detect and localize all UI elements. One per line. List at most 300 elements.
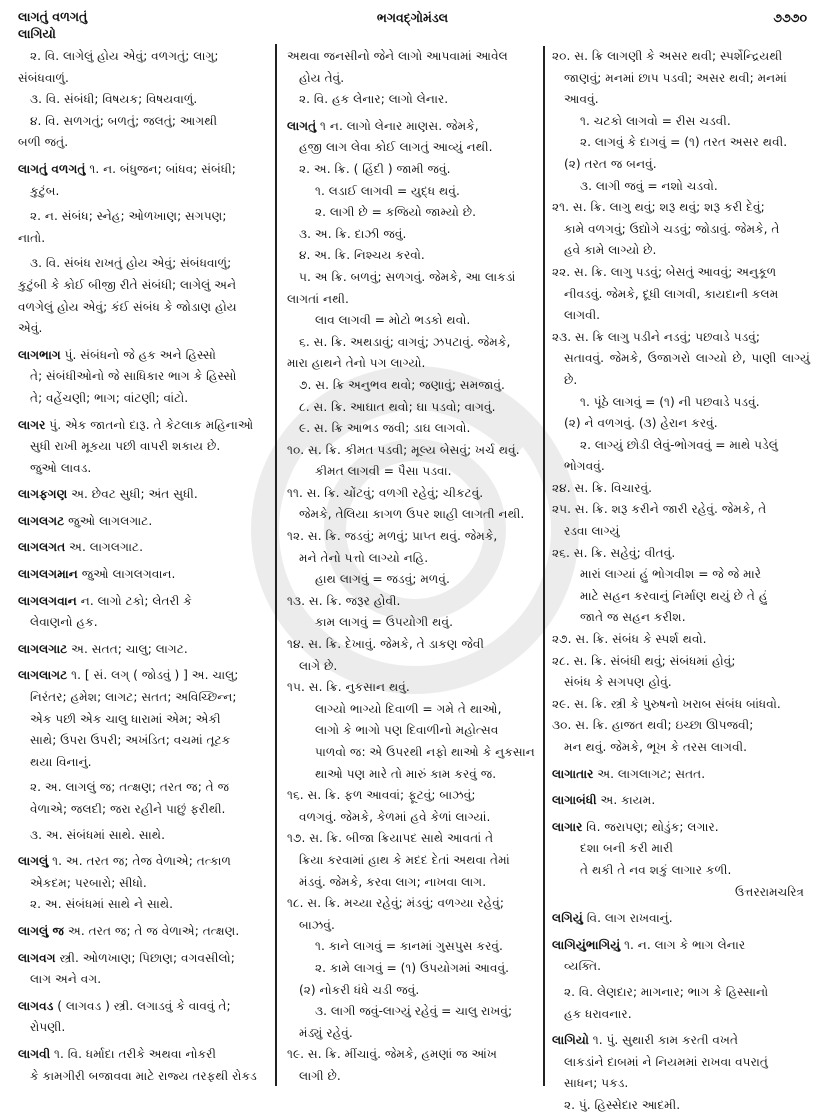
definition-text: ૩. લાગી જવું-લાગ્યું રહેવું = ચાલુ રાખવું; [315, 1004, 513, 1019]
entry-line [287, 202, 537, 224]
guide-word-last: લાગિયો [18, 26, 56, 41]
entry-line [287, 245, 537, 267]
headword: લાગલગાટ [18, 641, 68, 656]
entry-line [287, 850, 537, 872]
entry-line [552, 499, 810, 521]
entry-line [18, 89, 270, 111]
entry-line [287, 504, 537, 526]
entry-line [287, 915, 537, 937]
definition-text: ૨. વિ. હક લેનાર; લાગો લેનાર. [299, 92, 449, 107]
dictionary-entry [552, 764, 810, 786]
headword: લાગિયો [552, 1033, 589, 1048]
entry-line [287, 397, 537, 419]
definition-text: ૧. લડાઈ લાગવી = યુદ્ધ થવું. [315, 183, 460, 198]
definition-text: સાધન; પકડ. [564, 1076, 629, 1091]
entry-line [552, 68, 810, 90]
dictionary-entry [18, 921, 270, 943]
entry-line [18, 873, 270, 895]
definition-text: સ્ત્રી. ઓળખાણ; પિછાણ; વગવસીલો; [55, 950, 235, 965]
entry-line [18, 709, 270, 731]
definition-text: લાગ્યો ભાગ્યો દિવાળી = ગમે તે થાઓ, [315, 701, 502, 716]
column-divider [275, 44, 277, 1086]
definition-text: ૧. અ. તરત જ; તેજ વેળાએ; તત્કાળ [48, 854, 232, 869]
definition-text: હક ધરાવનાર. [564, 1006, 632, 1021]
entry-line [552, 111, 810, 133]
guide-word-first: લાગતું વળગતું [18, 9, 88, 24]
page-title: ભગવદ્ગોમંડલ [376, 10, 449, 25]
definition-text: મારા હાથને તેનો પગ લાગ્યો. [287, 356, 426, 371]
entry-line [287, 677, 537, 699]
entry-line [18, 1017, 270, 1039]
definition-text: બળી જતું. [18, 135, 69, 150]
entry-line [287, 1001, 537, 1023]
headword: લાગલગટ [18, 513, 65, 528]
definition-text: ૨. લાગી છે = કજિયો જામ્યો છે. [315, 205, 477, 220]
definition-text: જેમકે, તેલિયા કાગળ ઉપર શાહી લાગતી નથી. [299, 507, 525, 522]
definition-text: ૧. ન. બંધુજન; બાંધવ; સંબંધી; [85, 161, 236, 176]
entry-line [552, 240, 810, 262]
entry-line [287, 742, 537, 764]
definition-text: મંડ્યું રહેવું. [299, 1025, 353, 1040]
definition-text: લેવાણનો હક. [30, 615, 98, 630]
entry-line [287, 68, 537, 90]
definition-text: ૩. લાગી જવું = નશો ચડવો. [580, 178, 718, 193]
entry-line [18, 436, 270, 458]
definition-text: વેળાએ; જલદી; જરા રહીને પાછું ફરીથી. [30, 802, 226, 816]
definition-text: સંબંધવાળું. [18, 70, 69, 85]
entry-line [287, 375, 537, 397]
headword: લાગલગવાન [18, 593, 77, 608]
entry-line [287, 612, 537, 634]
entry-line [18, 969, 270, 991]
entry-line [18, 752, 270, 774]
entry-line [18, 894, 270, 916]
definition-text: કે કામગીરી બજાવવા માટે રાજ્ય તરફથી રોકડ [30, 1068, 257, 1083]
definition-text: ૨૬. સ. ક્રિ. સહેવું; વીતવું. [552, 545, 676, 560]
entry-line [287, 89, 537, 111]
entry-line [552, 46, 810, 68]
definition-text: ૪. અ. ક્રિ. નિશ્ચય કરવો. [299, 248, 425, 263]
definition-text: ૧. પું. સુથારી કામ કરતી વખતે [588, 1033, 739, 1048]
definition-text: ઉત્તરરામચરિત્ર [734, 884, 804, 899]
definition-text: લાગો કે ભાગો પણ દિવાળીનો મહોત્સવ [315, 723, 499, 738]
entry-line [552, 672, 810, 694]
definition-text: ૧. કાને લાગવું = કાનમાં ગુસપુસ કરવું. [315, 939, 503, 954]
entry-line [287, 569, 537, 591]
entry-line [552, 348, 810, 391]
definition-text: ૧. ન. લાગ કે ભાગ લેનાર [620, 937, 746, 952]
entry-line [552, 882, 810, 904]
entry-line [552, 435, 810, 457]
headword: લાગવડ [18, 998, 54, 1013]
entry-line [18, 799, 270, 821]
entry-line [287, 828, 537, 850]
headword: લાગવગ [18, 950, 56, 965]
definition-text: ૨. અ. ક્રિ. ( હિંદી ) જામી જવું. [299, 161, 451, 176]
definition-text: ૧. [ સં. લગ્ ( જોડવું ) ] અ. ચાલુ; [67, 668, 239, 683]
definition-text: ૨. અ. લાગલું જ; તત્ક્ષણ; તરત જ; તે જ [30, 780, 230, 795]
definition-text: ૨૮. સ. ક્રિ. સંબંધી થવું; સંબંધમાં હોવું; [552, 653, 736, 668]
entry-line [287, 699, 537, 721]
entry-line [287, 656, 537, 678]
entry-line [18, 68, 270, 90]
definition-text: નીવડવું. જેમકે, દૂધી લાગવી, કાયદાની કલમ [564, 286, 779, 301]
entry-line [18, 730, 270, 752]
entry-line [552, 1052, 810, 1074]
entry-line [552, 694, 810, 716]
definition-text: ૧. વિ. ધર્માદા તરીકે અથવા નોકરી [50, 1046, 216, 1061]
entry-line [552, 327, 810, 349]
entry-line [18, 132, 270, 154]
entry-line [287, 1044, 537, 1066]
definition-text: થાઓ પણ મારે તો મારું કામ કરવું જ. [315, 766, 497, 781]
headword: લાગાતાર [552, 766, 594, 781]
definition-text: ૧૯. સ. ક્રિ. મીંચાવું. જેમકે, હમણાં જ આંખ [287, 1047, 497, 1062]
entry-line [287, 224, 537, 246]
definition-text: ૧૩. સ. ક્રિ. જરૂર હોવી. [287, 593, 401, 608]
entry-line [287, 785, 537, 807]
entry-line [552, 838, 810, 860]
definition-text: ૧૮. સ. ક્રિ. મચ્યા રહેવું; મંડવું; વળગ્યા રહેવું; [287, 896, 504, 911]
headword: લાગલગમાન [18, 567, 78, 582]
dictionary-entry [18, 537, 270, 559]
entry-line [287, 764, 537, 786]
dictionary-entry [18, 564, 270, 586]
definition-text: ૩. અ. સંબંધમાં સાથે. સાથે. [30, 827, 165, 842]
definition-text: ૨૨. સ. ક્રિ. લાગુ પડવું; બેસતું આવવું; અનુકૂળ [552, 264, 777, 279]
headword: લાગલું જ [18, 923, 65, 938]
headword: લાગાબંધી [552, 793, 597, 808]
entry-line [18, 181, 270, 203]
definition-text: હાથ લાગવું = જડવું; મળવું. [315, 572, 450, 587]
definition-text: લાગ અને વગ. [30, 972, 102, 987]
entry-line [552, 982, 810, 1004]
column-divider [543, 46, 545, 1086]
dictionary-entry [552, 1030, 810, 1052]
entry-line [18, 388, 270, 410]
entry-line [552, 132, 810, 154]
definition-text: ન. લાગો ટકો; લેતરી કે [76, 593, 192, 608]
definition-text: માટે સહન કરવાનું નિર્માણ થયું છે તે હું [580, 588, 768, 603]
definition-text: અ. લાગલાગટ; સતત. [593, 766, 706, 781]
dictionary-entry [18, 1044, 270, 1066]
entry-line [287, 461, 537, 483]
definition-text: નિરંતર; હમેશ; લાગટ; સતત; અવિચ્છિન્ન; [30, 690, 237, 705]
dictionary-entry [552, 817, 810, 839]
dictionary-entry [18, 415, 270, 437]
entry-line [287, 418, 537, 440]
entry-line [552, 197, 810, 219]
definition-text: (૨) નોકરી ધંધે ચડી જવું. [299, 982, 420, 997]
entry-line [287, 807, 537, 829]
entry-line [287, 1066, 537, 1088]
headword: લાગતું વળગતું [18, 161, 86, 176]
definition-text: અ. છેવટ સુધી; અંત સુધી. [67, 487, 198, 502]
definition-text: રોપણી. [30, 1020, 66, 1035]
entry-line [552, 1004, 810, 1026]
definition-text: ૨. વિ. લેણદાર; માગનાર; ભાગ કે હિસ્સાનો [564, 984, 769, 999]
entry-line [552, 456, 810, 478]
headword: લાગવી [18, 1046, 51, 1061]
headword: લગિયું [552, 911, 583, 926]
entry-line [18, 366, 270, 388]
column-2 [287, 46, 537, 1088]
entry-line [552, 413, 810, 435]
definition-text: (૨) ને વળગવું. (૩) હેરાન કરવું. [564, 416, 718, 431]
headword: લાગિયુંભાગિયું [552, 937, 621, 952]
entry-line [552, 607, 810, 629]
entry-line [552, 860, 810, 882]
entry-line [18, 777, 270, 799]
headword: લાગતું [287, 118, 317, 133]
entry-line [287, 267, 537, 289]
definition-text: પું. સંબંધનો જે હક અને હિસ્સો [60, 347, 216, 362]
definition-text: અ. તરત જ; તે જ વેળાએ; તત્ક્ષણ. [64, 923, 240, 938]
definition-text: એવું. [18, 321, 43, 336]
definition-text: (૨) તરત જ બનવું. [564, 156, 657, 171]
definition-text: અ. લાગલગાટ. [65, 540, 143, 555]
entry-line [287, 46, 537, 68]
definition-text: ૨૪. સ. ક્રિ. વિચારવું. [552, 480, 653, 495]
entry-line [18, 318, 270, 340]
entry-line [552, 219, 810, 241]
entry-line [287, 137, 537, 159]
entry-line [552, 176, 810, 198]
dictionary-entry [18, 511, 270, 533]
dictionary-entry [18, 591, 270, 613]
entry-line [287, 526, 537, 548]
definition-text: ૨૩. સ. ક્રિ લાગુ પડીને નડવું; પછવાડે પડવું; [552, 329, 760, 344]
definition-text: વળગવું. જેમકે, કેળમાં હવે કેળાં લાગ્યાં. [299, 809, 491, 824]
entry-line [18, 612, 270, 634]
headword: લાગલાગટ [18, 668, 68, 683]
definition-text: એકદમ; પરબારો; સીધો. [30, 875, 147, 890]
dictionary-entry [18, 948, 270, 970]
entry-line [18, 253, 270, 275]
entry-line [287, 289, 537, 311]
definition-text: વિ. જરાપણ; થોડુંક; લગાર. [582, 819, 719, 834]
definition-text: ૫. અ ક્રિ. બળવું; સળગવું. જેમકે, આ લાકડાં [299, 269, 516, 284]
entry-line [552, 392, 810, 414]
definition-text: ૮. સ. ક્રિ. આઘાત થવો; ઘા પડવો; વાગવું. [299, 399, 496, 414]
entry-line [287, 483, 537, 505]
entry-line [287, 936, 537, 958]
entry-line [552, 478, 810, 500]
dictionary-entry [552, 908, 810, 930]
entry-line [552, 543, 810, 565]
definition-text: વ્યક્તિ. [564, 959, 602, 974]
definition-text: કીમત લાગવી = પૈસા પડવા. [315, 464, 452, 479]
entry-line [18, 275, 270, 297]
dictionary-entry [18, 851, 270, 873]
definition-text: વળગેલું હોય એવું; કંઈ સંબંધ કે જોડાણ હોય [18, 299, 237, 314]
dictionary-entry [18, 639, 270, 661]
definition-text: લાગવી. [564, 308, 601, 323]
entry-line [552, 521, 810, 543]
definition-text: ૨. લાગ્યું છોડી લેવું-ભોગવવું = માથે પડેલું [580, 437, 778, 452]
definition-text: અથવા જનસીનો જેને લાગો આપવામાં આવેલ [287, 49, 508, 63]
definition-text: ૧૭. સ. ક્રિ. બીજા ક્રિયાપદ સાથે આવતાં તે [287, 831, 494, 846]
headword: લાગર [18, 417, 46, 432]
definition-text: ૬. સ. ક્રિ. અથડાવું; વાગવું; ઝપટાવું. જેમકે, [299, 334, 511, 349]
entry-line [18, 687, 270, 709]
definition-text: ૧ ન. લાગો લેનાર માણસ. જેમકે, [316, 118, 479, 133]
entry-line [287, 1023, 537, 1045]
definition-text: ૯. સ. ક્રિ આભડ જવી; ડાઘ લાગવો. [299, 421, 471, 436]
definition-text: ૨૧. સ. ક્રિ. લાગુ થવું; શરૂ થવું; શરૂ કરી દેવું; [552, 200, 765, 215]
definition-text: જુઓ લાગલગાટ. [64, 513, 153, 528]
definition-text: હોય તેવું. [299, 70, 345, 85]
headword: લાગલું [18, 854, 49, 869]
dictionary-entry [18, 345, 270, 367]
entry-line [287, 591, 537, 613]
definition-text: એક પછી એક ચાલુ ધારામાં એમ; એકી [30, 711, 221, 726]
entry-line [287, 332, 537, 354]
definition-text: ૩. અ. ક્રિ. દાઝી જવું. [299, 226, 407, 241]
definition-text: હવે કામે લાગ્યો છે. [564, 243, 657, 258]
definition-text: ૨૯. સ. ક્રિ. સ્ત્રી કે પુરુષનો ખરાબ સંબંધ બાંધવો. [552, 696, 781, 711]
entry-line [552, 305, 810, 327]
definition-text: તે; વહેંચણી; ભાગ; વાંટણી; વાંટો. [30, 390, 189, 405]
definition-text: ૧૨. સ. ક્રિ. જડવું; મળવું; પ્રાપ્ત થવું. જેમકે, [287, 529, 498, 544]
definition-text: લાગે છે. [299, 658, 338, 673]
entry-line [552, 651, 810, 673]
definition-text: અ. સતત; ચાલુ; લાગટ. [67, 641, 188, 656]
definition-text: મન થવું. જેમકે, ભૂખ કે તરસ લાગવી. [564, 740, 748, 754]
dictionary-entry [287, 116, 537, 138]
definition-text: દશા બની કરી મારી [580, 841, 673, 856]
dictionary-entry [18, 159, 270, 181]
dictionary-entry [18, 665, 270, 687]
entry-line [287, 440, 537, 462]
definition-text: વિ. લાગ રાખવાનું. [582, 911, 673, 926]
dictionary-entry [18, 484, 270, 506]
definition-text: સંબંધ કે સગપણ હોવું. [564, 675, 672, 690]
definition-text: ૩. વિ. સંબંધ રાખતું હોય એવું; સંબંધવાળું; [30, 256, 232, 271]
definition-text: ૭. સ. ક્રિ અનુભવ થવો; જણાવું; સમજાવું. [299, 377, 505, 392]
entry-line [18, 1066, 270, 1088]
entry-line [287, 893, 537, 915]
entry-line [552, 284, 810, 306]
entry-line [287, 159, 537, 181]
definition-text: જાતે જ સહન કરીશ. [580, 610, 686, 625]
entry-line [552, 629, 810, 651]
dictionary-entry [552, 790, 810, 812]
definition-text: હજી લાગ લેવા કોઈ લાગતું આવ્યું નથી. [299, 140, 493, 155]
definition-text: અ. કાયમ. [596, 793, 656, 808]
definition-text: ( લાગવડ ) સ્ત્રી. લગાડવું કે વાવવું તે; [53, 998, 231, 1013]
definition-text: બાઝવું. [299, 917, 335, 932]
entry-line [18, 228, 270, 250]
dictionary-entry [552, 935, 810, 957]
definition-text: ક્રિયા કરવામાં હાથ કે મદદ દેતાં અથવા તેમાં [299, 852, 510, 867]
definition-text: લાગતાં નથી. [287, 291, 349, 306]
definition-text: પું. એક જાતનો દારૂ. તે કેટલાક મહિનાઓ [45, 417, 254, 432]
definition-text: મંડવું. જેમકે, કરવા લાગ; નાખવા લાગ. [299, 874, 487, 889]
entry-line [287, 310, 537, 332]
definition-text: કામ લાગવું = ઉપયોગી થવું. [315, 615, 453, 630]
entry-line [287, 634, 537, 656]
definition-text: તે; સંબંધીઓનો જે સાધિકાર ભાગ કે હિસ્સો [30, 369, 237, 384]
entry-line [552, 715, 810, 737]
definition-text: ૧૧. સ. ક્રિ. ચોંટવું; વળગી રહેવું; ચીકટવું. [287, 485, 484, 500]
definition-text: નાતો. [18, 230, 46, 245]
definition-text: સુધી રાખી મૂકયા પછી વાપરી શકાય છે. [30, 439, 221, 454]
headword: લાગફગણ [18, 487, 68, 502]
entry-line [18, 206, 270, 228]
entry-line [287, 720, 537, 742]
definition-text: ૧૪. સ. ક્રિ. દેખાવું. જેમકે, તે ડાકણ જેવી [287, 637, 484, 652]
entry-line [18, 46, 270, 68]
entry-line [18, 458, 270, 480]
definition-text: સાથે; ઉપરા ઉપરી; અખંડિત; વચમાં તૂટક [30, 733, 231, 748]
dictionary-entry [18, 996, 270, 1018]
definition-text: લાવ લાગવી = મોટો ભડકો થવો. [315, 313, 471, 328]
entry-line [552, 262, 810, 284]
entry-line [552, 586, 810, 608]
definition-text: જાણવું; મનમાં છાપ પડવી; અસર થવી; મનમાં [564, 70, 787, 85]
definition-text: કુટુંબ. [30, 183, 60, 198]
entry-line [552, 737, 810, 759]
entry-line [287, 872, 537, 894]
definition-text: કુટુંબી કે કોઈ બીજી રીતે સંબંધી; લાગેલું અને [18, 277, 237, 292]
entry-line [552, 1095, 810, 1117]
definition-text: ૧૫. સ. ક્રિ. નુકસાન થવું. [287, 680, 410, 695]
definition-text: આવવું. [564, 92, 599, 107]
definition-text: ૨. અ. સંબંધમાં સાથે ને સાથે. [30, 897, 174, 912]
entry-line [287, 181, 537, 203]
entry-line [552, 1073, 810, 1095]
definition-text: સતાવવું. જેમકે, ઉજાગરો લાગ્યો છે, પાણી લાગ્યું છે. [564, 351, 810, 387]
entry-line [18, 297, 270, 319]
definition-text: જુઓ લાવડ. [30, 460, 92, 475]
entry-line [18, 825, 270, 847]
definition-text: ૧. પૂંઠે લાગવું = (૧) ની પછવાડે પડવું. [580, 394, 760, 409]
definition-text: ૩૦. સ. ક્રિ. હાજત થવી; ઇચ્છા ઊપજવી; [552, 718, 754, 733]
entry-line [552, 956, 810, 978]
column-1 [18, 46, 270, 1087]
definition-text: ભોગવવું. [564, 459, 605, 474]
definition-text: તે થકી તે નવ શકું લાગાર કળી. [580, 862, 732, 877]
headword: લાગલગત [18, 540, 66, 555]
definition-text: જુઓ લાગલગવાન. [77, 567, 176, 582]
definition-text: લાકડાંને દાબમાં ને નિયમમાં રાખવા વપરાતું [564, 1054, 768, 1069]
entry-line [287, 548, 537, 570]
definition-text: મને તેનો પત્તો લાગ્યો નહિ. [299, 550, 429, 565]
entry-line [552, 564, 810, 586]
definition-text: થયા વિનાનું. [30, 754, 92, 769]
definition-text: ૨૦. સ. ક્રિ લાગણી કે અસર થવી; સ્પર્શેન્દ્રિયથી [552, 49, 783, 63]
headword: લાગભાગ [18, 347, 61, 362]
entry-line [552, 154, 810, 176]
definition-text: ૨. લાગવું કે દાગવું = (૧) તરત અસર થવી. [580, 135, 788, 150]
entry-line [287, 980, 537, 1002]
definition-text: કામે વળગવું; ઉદ્યોગે ચડવું; જોડાવું. જેમકે, તે [564, 221, 780, 236]
definition-text: ૨. ન. સંબંધ; સ્નેહ; ઓળખાણ; સગપણ; [30, 209, 227, 224]
definition-text: ૪. વિ. સળગતું; બળતું; જલતું; આગથી [30, 113, 218, 128]
definition-text: લાગી છે. [299, 1068, 341, 1083]
column-3 [552, 46, 810, 1117]
definition-text: રડવા લાગ્યું [564, 524, 620, 539]
definition-text: ૧. ચટકો લાગવો = રીસ ચડવી. [580, 113, 731, 128]
definition-text: ૨. કામે લાગવું = (૧) ઉપયોગમાં આવવું. [315, 960, 510, 975]
page-number: ૭૭૭૦ [773, 10, 807, 25]
definition-text: ૩. વિ. સંબંધી; વિષયક; વિષયવાળું. [30, 92, 198, 107]
definition-text: ૨૭. સ. ક્રિ. સંબંધ કે સ્પર્શ થવો. [552, 632, 707, 647]
entry-line [287, 353, 537, 375]
entry-line [287, 958, 537, 980]
definition-text: ૨. પું. હિસ્સેદાર આદમી. [564, 1097, 681, 1112]
